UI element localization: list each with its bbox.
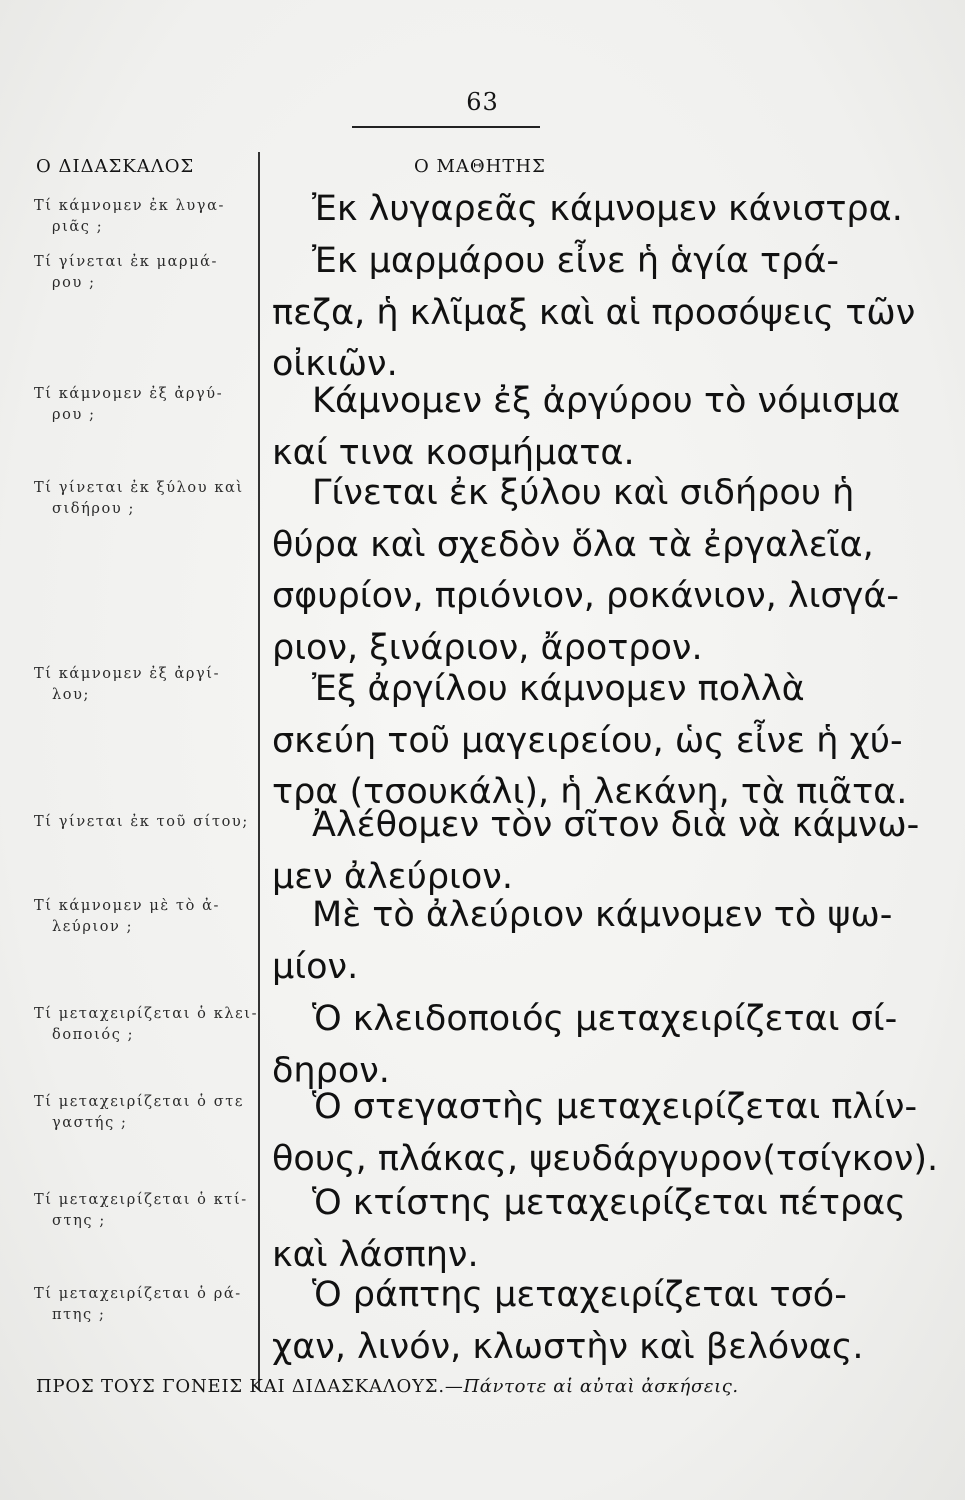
answer-9 [272,1082,939,1185]
question-10-line2: στης ; [52,1213,106,1229]
page-number: 63 [466,88,499,116]
answer-3 [272,376,912,479]
answer-11 [272,1270,912,1373]
answer-11-line2: χαν, λινόν, κλωστὴν καὶ βελόνας. [272,1326,864,1367]
answer-5-line3: τρα (τσουκάλι), ἡ λεκάνη, τὰ πιᾶτα. [272,772,908,812]
question-1-line2: ριᾶς ; [52,219,104,235]
question-11-line2: πτης ; [52,1307,106,1323]
question-4-line2: σιδήρου ; [52,501,135,517]
answer-4-line4: ριον, ξινάριον, ἄροτρον. [272,627,703,668]
footer-note [36,1376,739,1397]
footer-rest: —Πάντοτε αἱ αὐταὶ ἀσκήσεις. [444,1376,739,1397]
answer-7-line2: μίον. [272,946,359,987]
question-2 [34,252,260,294]
answer-10 [272,1178,912,1281]
question-9-line1: Τί μεταχειρίζεται ὁ στε [34,1094,244,1110]
answer-7-line1: Μὲ τὸ ἀλεύριον κάμνομεν τὸ ψω- [312,895,893,935]
question-5 [34,664,260,706]
question-4 [34,478,260,520]
question-11 [34,1284,260,1326]
footer-caps: ΠΡΟΣ ΤΟΥΣ ΓΟΝΕΙΣ ΚΑΙ ΔΙΔΑΣΚΑΛΟΥΣ. [36,1376,445,1397]
question-11-line1: Τί μεταχειρίζεται ὁ ρά- [34,1286,242,1302]
answer-4-line1: Γίνεται ἐκ ξύλου καὶ σιδήρου ἡ [312,473,855,513]
question-7 [34,896,260,938]
answer-6-line1: Ἀλέθομεν τὸν σῖτον διὰ νὰ κάμνω- [312,805,920,845]
answer-7 [272,890,912,993]
question-8-line1: Τί μεταχειρίζεται ὁ κλει- [34,1006,259,1022]
question-2-line2: ρου ; [52,275,96,291]
question-1-line1: Τί κάμνομεν ἐκ λυγα- [34,198,225,214]
answer-9-line2: θους, πλάκας, ψευδάργυρον(τσίγκον). [272,1138,939,1179]
page-number-rule [352,126,540,128]
teacher-column-header: Ο ΔΙΔΑΣΚΑΛΟΣ [36,156,195,177]
question-9-line2: γαστής ; [52,1115,128,1131]
answer-8-line2: δηρον. [272,1050,390,1091]
question-8-line2: δοποιός ; [52,1027,135,1043]
question-6-line1: Τί γίνεται ἐκ τοῦ σίτου; [34,814,249,830]
answer-1-line1: Ἐκ λυγαρεᾶς κάμνομεν κάνιστρα. [312,189,903,229]
question-3-line2: ρου ; [52,407,96,423]
question-3 [34,384,260,426]
answer-2-line1: Ἐκ μαρμάρου εἶνε ἡ ἁγία τρά- [312,241,840,281]
question-7-line1: Τί κάμνομεν μὲ τὸ ἀ- [34,898,221,914]
question-1 [34,196,260,238]
question-5-line1: Τί κάμνομεν ἐξ ἀργί- [34,666,221,682]
question-7-line2: λεύριον ; [52,919,134,935]
answer-5-line2: σκεύη τοῦ μαγειρείου, ὡς εἶνε ἡ χύ- [272,720,903,761]
answer-4-line2: θύρα καὶ σχεδὸν ὅλα τὰ ἐργαλεῖα, [272,524,874,565]
answer-5 [272,664,912,819]
question-9 [34,1092,260,1134]
question-3-line1: Τί κάμνομεν ἐξ ἀργύ- [34,386,224,402]
question-2-line1: Τί γίνεται ἐκ μαρμά- [34,254,219,270]
answer-3-line1: Κάμνομεν ἐξ ἀργύρου τὸ νόμισμα [312,381,901,421]
answer-9-line1: Ὁ στεγαστὴς μεταχειρίζεται πλίν- [312,1087,918,1127]
answer-3-line2: καί τινα κοσμήματα. [272,432,635,473]
answer-2 [272,236,916,391]
answer-6 [272,800,920,903]
answer-8-line1: Ὁ κλειδοποιός μεταχειρίζεται σί- [312,999,898,1039]
answer-11-line1: Ὁ ράπτης μεταχειρίζεται τσό- [312,1275,847,1315]
question-4-line1: Τί γίνεται ἐκ ξύλου καὶ [34,480,244,496]
answer-10-line1: Ὁ κτίστης μεταχειρίζεται πέτρας [312,1183,906,1223]
question-8 [34,1004,260,1046]
question-10-line1: Τί μεταχειρίζεται ὁ κτί- [34,1192,248,1208]
answer-2-line3: οἰκιῶν. [272,344,398,384]
answer-5-line1: Ἐξ ἀργίλου κάμνομεν πολλὰ [312,669,805,709]
answer-1 [272,184,912,236]
answer-2-line2: πεζα, ἡ κλῖμαξ καὶ αἱ προσόψεις τῶν [272,292,916,333]
question-5-line2: λου; [52,687,91,703]
question-6 [34,812,260,833]
answer-4 [272,468,912,674]
answer-10-line2: καὶ λάσπην. [272,1234,479,1275]
question-10 [34,1190,260,1232]
answer-4-line3: σφυρίον, πριόνιον, ροκάνιον, λισγά- [272,576,900,616]
student-column-header: Ο ΜΑΘΗΤΗΣ [414,156,546,177]
answer-6-line2: μεν ἀλεύριον. [272,856,513,897]
